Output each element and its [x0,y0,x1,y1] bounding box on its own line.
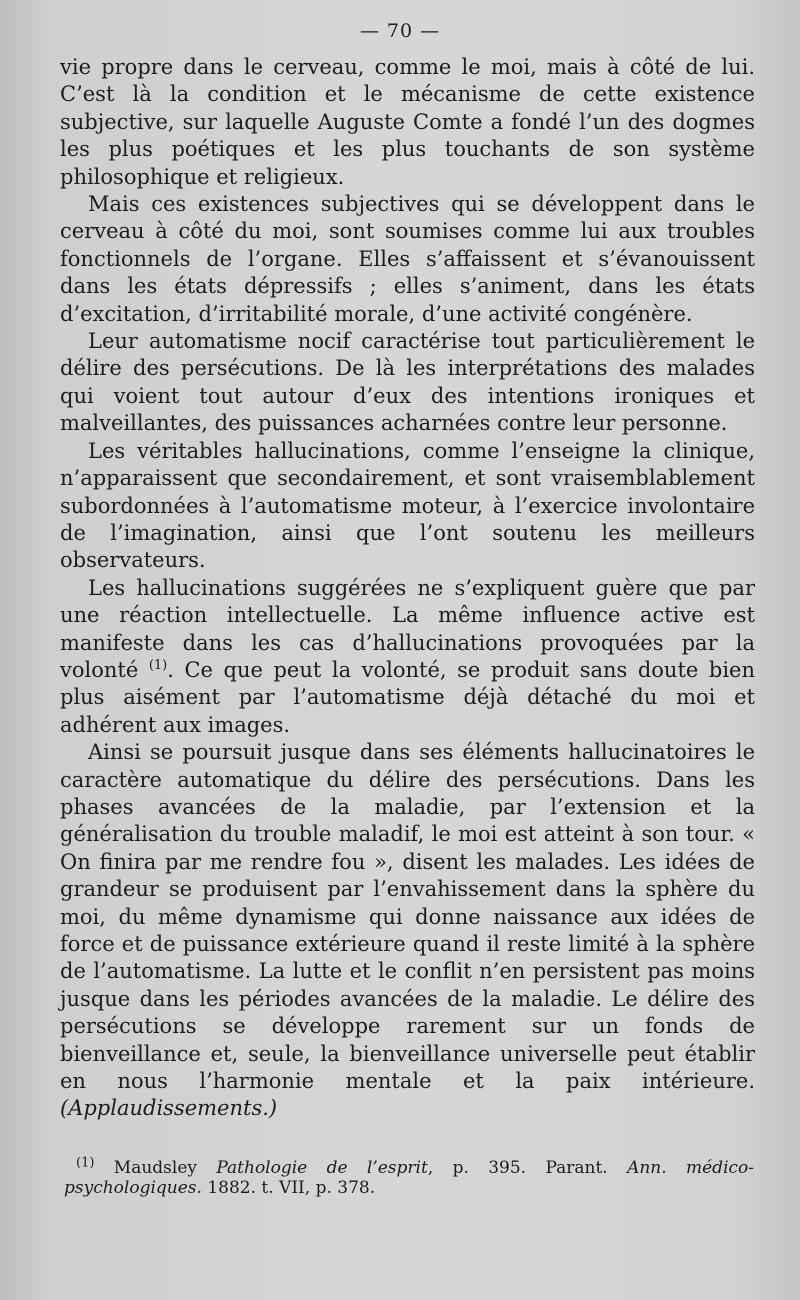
footnote-text: , p. 395. Parant. [427,1158,628,1178]
footnote-text: 1882. t. VII, p. 378. [201,1178,376,1198]
applause-note: (Applaudissements.) [60,1096,278,1121]
paragraph: Leur automatisme nocif caractérise tout particulièrement le délire des persécutions. De là les interprétations des malades qui voient tout autour d’eux des intentions ironiques et malveillantes, des puissances acharnées contre leur personne. [60,329,755,436]
paragraph-text: Ainsi se poursuit jusque dans ses éléments hallucinatoires le caractère automatique du délire des persécutions. Dans les phases avancées de la maladie, par l’extension et la généralisation du trouble maladif, le moi est atteint à son tour. « On finira par me rendre fou », disent les malades. Les idées de grandeur se produisent par l’envahissement dans la sphère du moi, du même dynamisme qui donne naissance aux idées de force et de puissance extérieure quand il reste limité à la sphère de l’automatisme. La lutte et le conflit n’en persistent pas moins jusque dans les périodes avancées de la maladie. Le délire des persécutions se développe rarement sur un fonds de bienveillance et, seule, la bienveillance universelle peut établir en nous l’harmonie mentale et la paix intérieure. [60,740,755,1094]
footnote [64,1155,755,1198]
paragraph: Les véritables hallucinations, comme l’enseigne la clinique, n’apparaissent que secondairement, et sont vraisemblablement subordonnées à l’automatisme moteur, à l’exercice involontaire de l’imagination, ainsi que l’ont soutenu les meilleurs observateurs. [60,438,755,573]
footnote-title: Pathologie de l’esprit [216,1158,428,1178]
paragraph [60,739,755,1123]
paragraph [60,575,755,739]
paragraph-text: . Ce que peut la volonté, se produit sans doute bien plus aisément par l’automatisme déjà détaché du moi et adhérent aux images. [60,657,755,737]
paragraph: vie propre dans le cerveau, comme le moi, mais à côté de lui. C’est là la condition et le mécanisme de cette existence subjective, sur laquelle Auguste Comte a fondé l’un des dogmes les plus poétiques et les plus touchants de son système philosophique et religieux. [60,55,755,189]
page-number: — 70 — [359,20,441,42]
footnote-journal: Ann. médico-psychologiques. [64,1158,755,1198]
footnote-marker: (1) [76,1155,95,1171]
footnote-author: Maudsley [94,1158,217,1178]
footnote-reference: (1) [148,657,168,673]
body-text [60,54,755,1123]
paragraph: Mais ces existences subjectives qui se développent dans le cerveau à côté du moi, sont soumises comme lui aux troubles fonctionnels de l’organe. Elles s’affaissent et s’évanouissent dans les états dépressifs ; elles s’animent, dans les états d’excitation, d’irritabilité morale, d’une activité congénère. [60,192,755,326]
paragraph-text: Les hallucinations suggérées ne s’expliquent guère que par une réaction intellectuelle. La même influence active est manifeste dans les cas d’hallucinations provoquées par la volonté [60,575,755,682]
